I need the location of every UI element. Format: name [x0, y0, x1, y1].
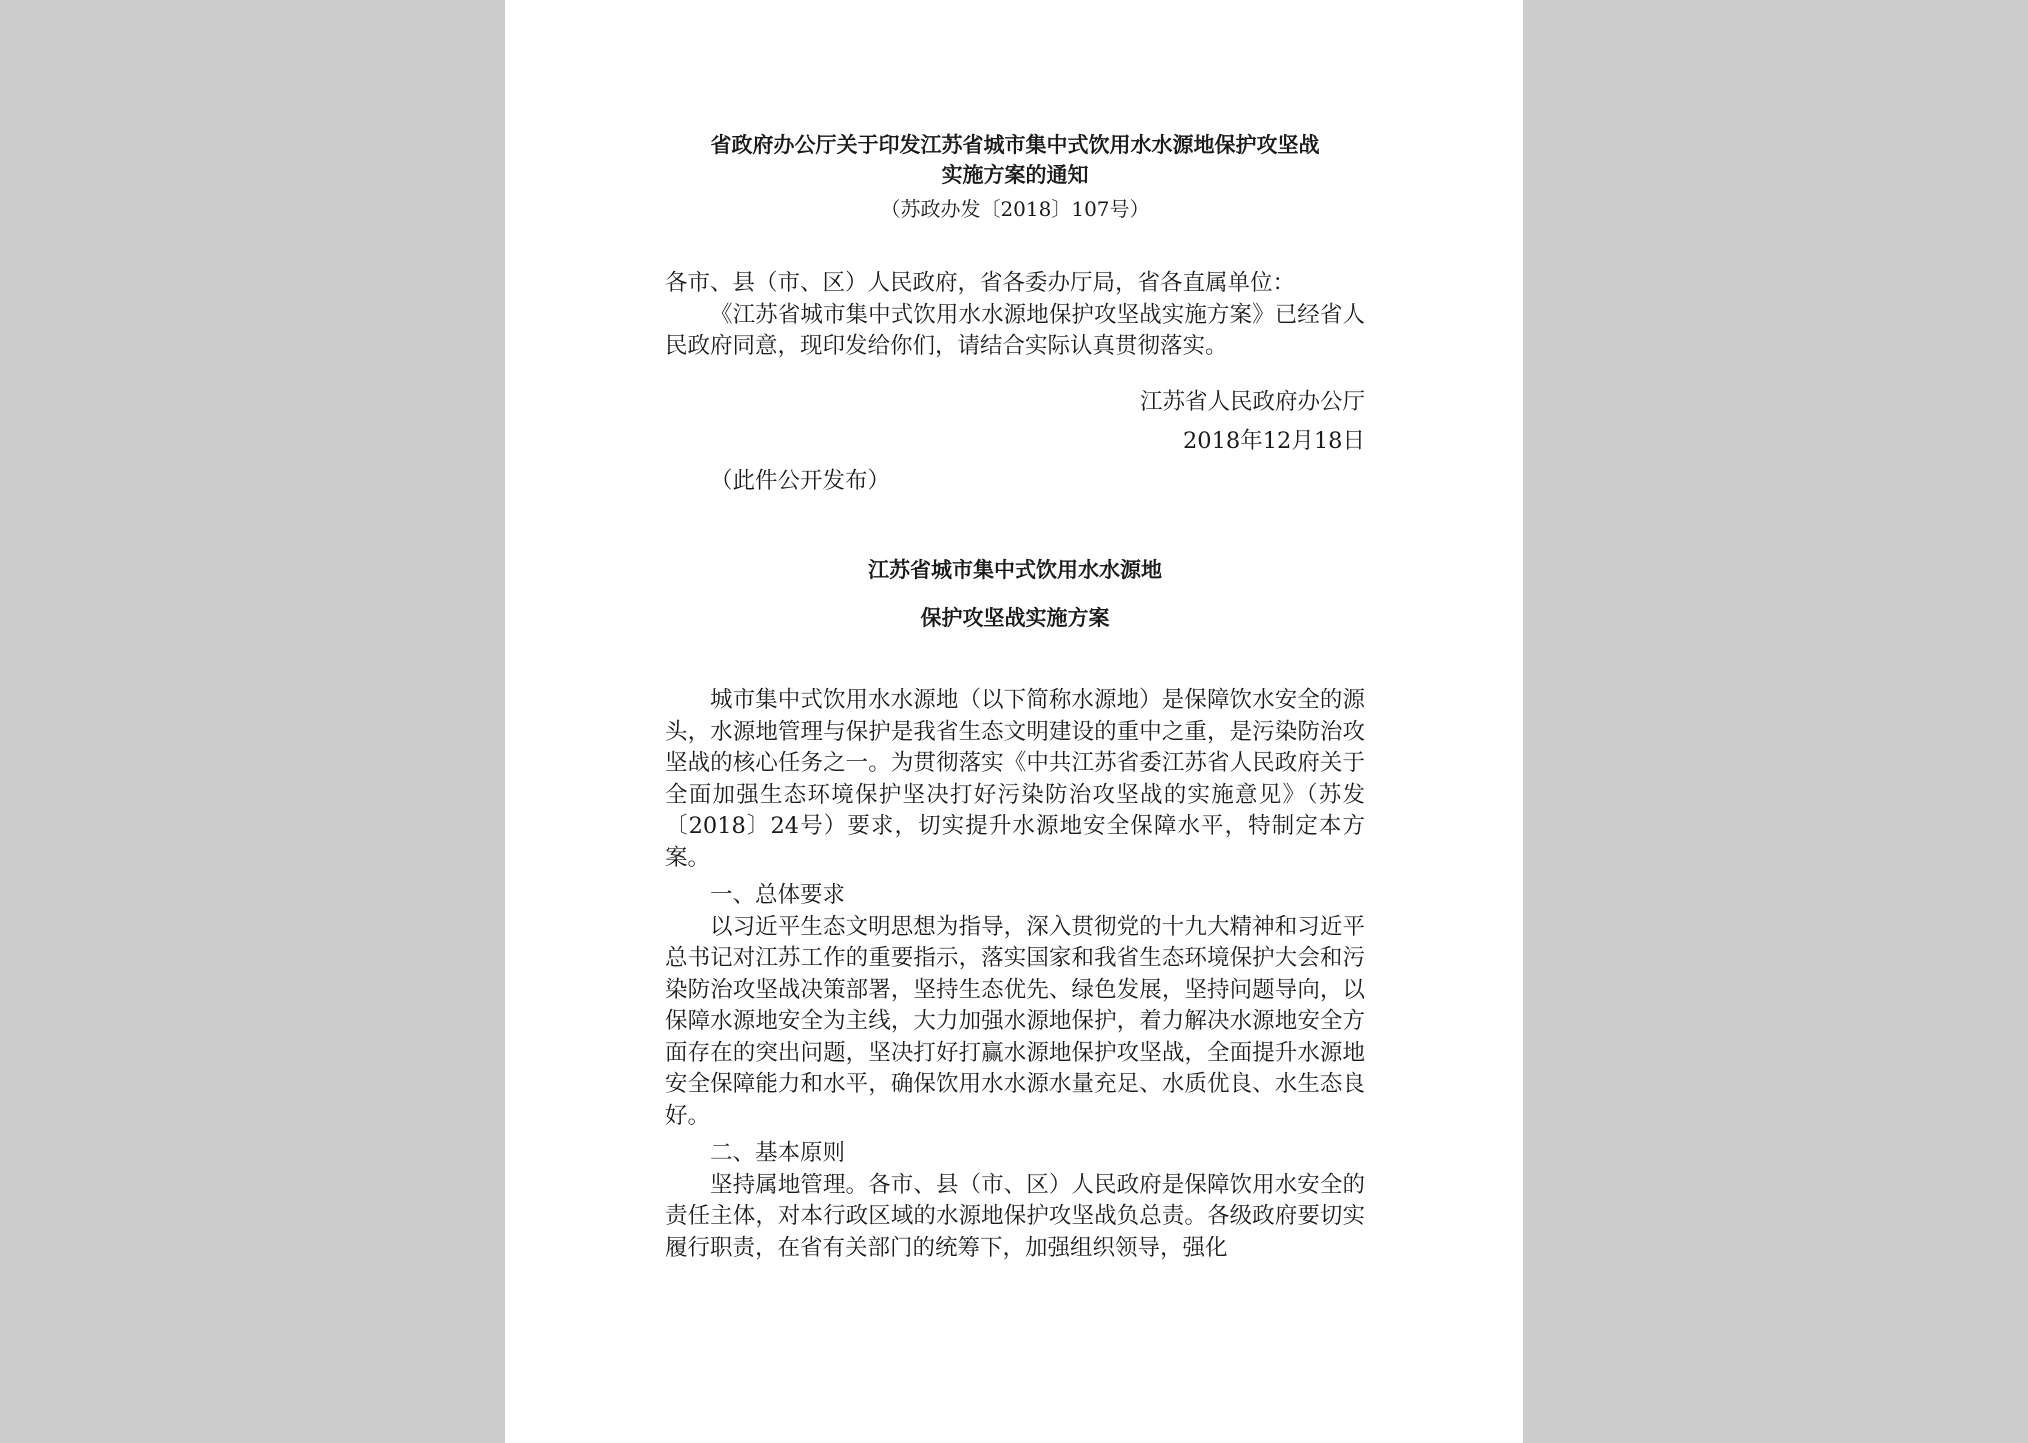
document-number: （苏政办发〔2018〕107号） — [880, 197, 1150, 221]
document-page — [505, 0, 1523, 1443]
issuer-signature: 江苏省人民政府办公厅 — [1139, 388, 1365, 415]
plan-title-line2: 保护攻坚战实施方案 — [920, 605, 1110, 630]
plan-intro: 城市集中式饮用水水源地（以下简称水源地）是保障饮水安全的源头，水源地管理与保护是我省生态文明建设的重中之重，是污染防治攻坚战的核心任务之一。为贯彻落实《中共江苏省委江苏省人民政府关于全面加强生态环境保护坚决打好污染防治攻坚战的实施意见》（苏发〔2018〕24号）要求，切实提升水源地安全保障水平，特制定本方案。 — [665, 687, 1365, 871]
plan-title-line1: 江苏省城市集中式饮用水水源地 — [868, 557, 1162, 582]
notice-body: 《江苏省城市集中式饮用水水源地保护攻坚战实施方案》已经省人民政府同意，现印发给你们，请结合实际认真贯彻落实。 — [665, 301, 1365, 359]
notice-title-line2: 实施方案的通知 — [941, 162, 1089, 187]
document-content — [665, 130, 1365, 1264]
notice-title-line1: 省政府办公厅关于印发江苏省城市集中式饮用水水源地保护攻坚战 — [710, 132, 1320, 157]
section-body-general-requirements: 以习近平生态文明思想为指导，深入贯彻党的十九大精神和习近平总书记对江苏工作的重要指示，落实国家和我省生态环境保护大会和污染防治攻坚战决策部署，坚持生态优先、绿色发展，坚持问题导向，以保障水源地安全为主线，大力加强水源地保护，着力解决水源地安全方面存在的突出问题，坚决打好打赢水源地保护攻坚战，全面提升水源地安全保障能力和水平，确保饮用水水源水量充足、水质优良、水生态良好。 — [665, 913, 1365, 1129]
section-heading-basic-principles: 二、基本原则 — [710, 1140, 846, 1166]
addressee: 各市、县（市、区）人民政府，省各委办厅局，省各直属单位： — [665, 270, 1296, 296]
publication-note: （此件公开发布） — [710, 467, 891, 494]
section-body-basic-principles: 坚持属地管理。各市、县（市、区）人民政府是保障饮用水安全的责任主体，对本行政区域的水源地保护攻坚战负总责。各级政府要切实履行职责，在省有关部门的统筹下，加强组织领导，强化 — [665, 1171, 1365, 1261]
issue-date: 2018年12月18日 — [1182, 428, 1365, 454]
section-heading-general-requirements: 一、总体要求 — [710, 882, 846, 908]
